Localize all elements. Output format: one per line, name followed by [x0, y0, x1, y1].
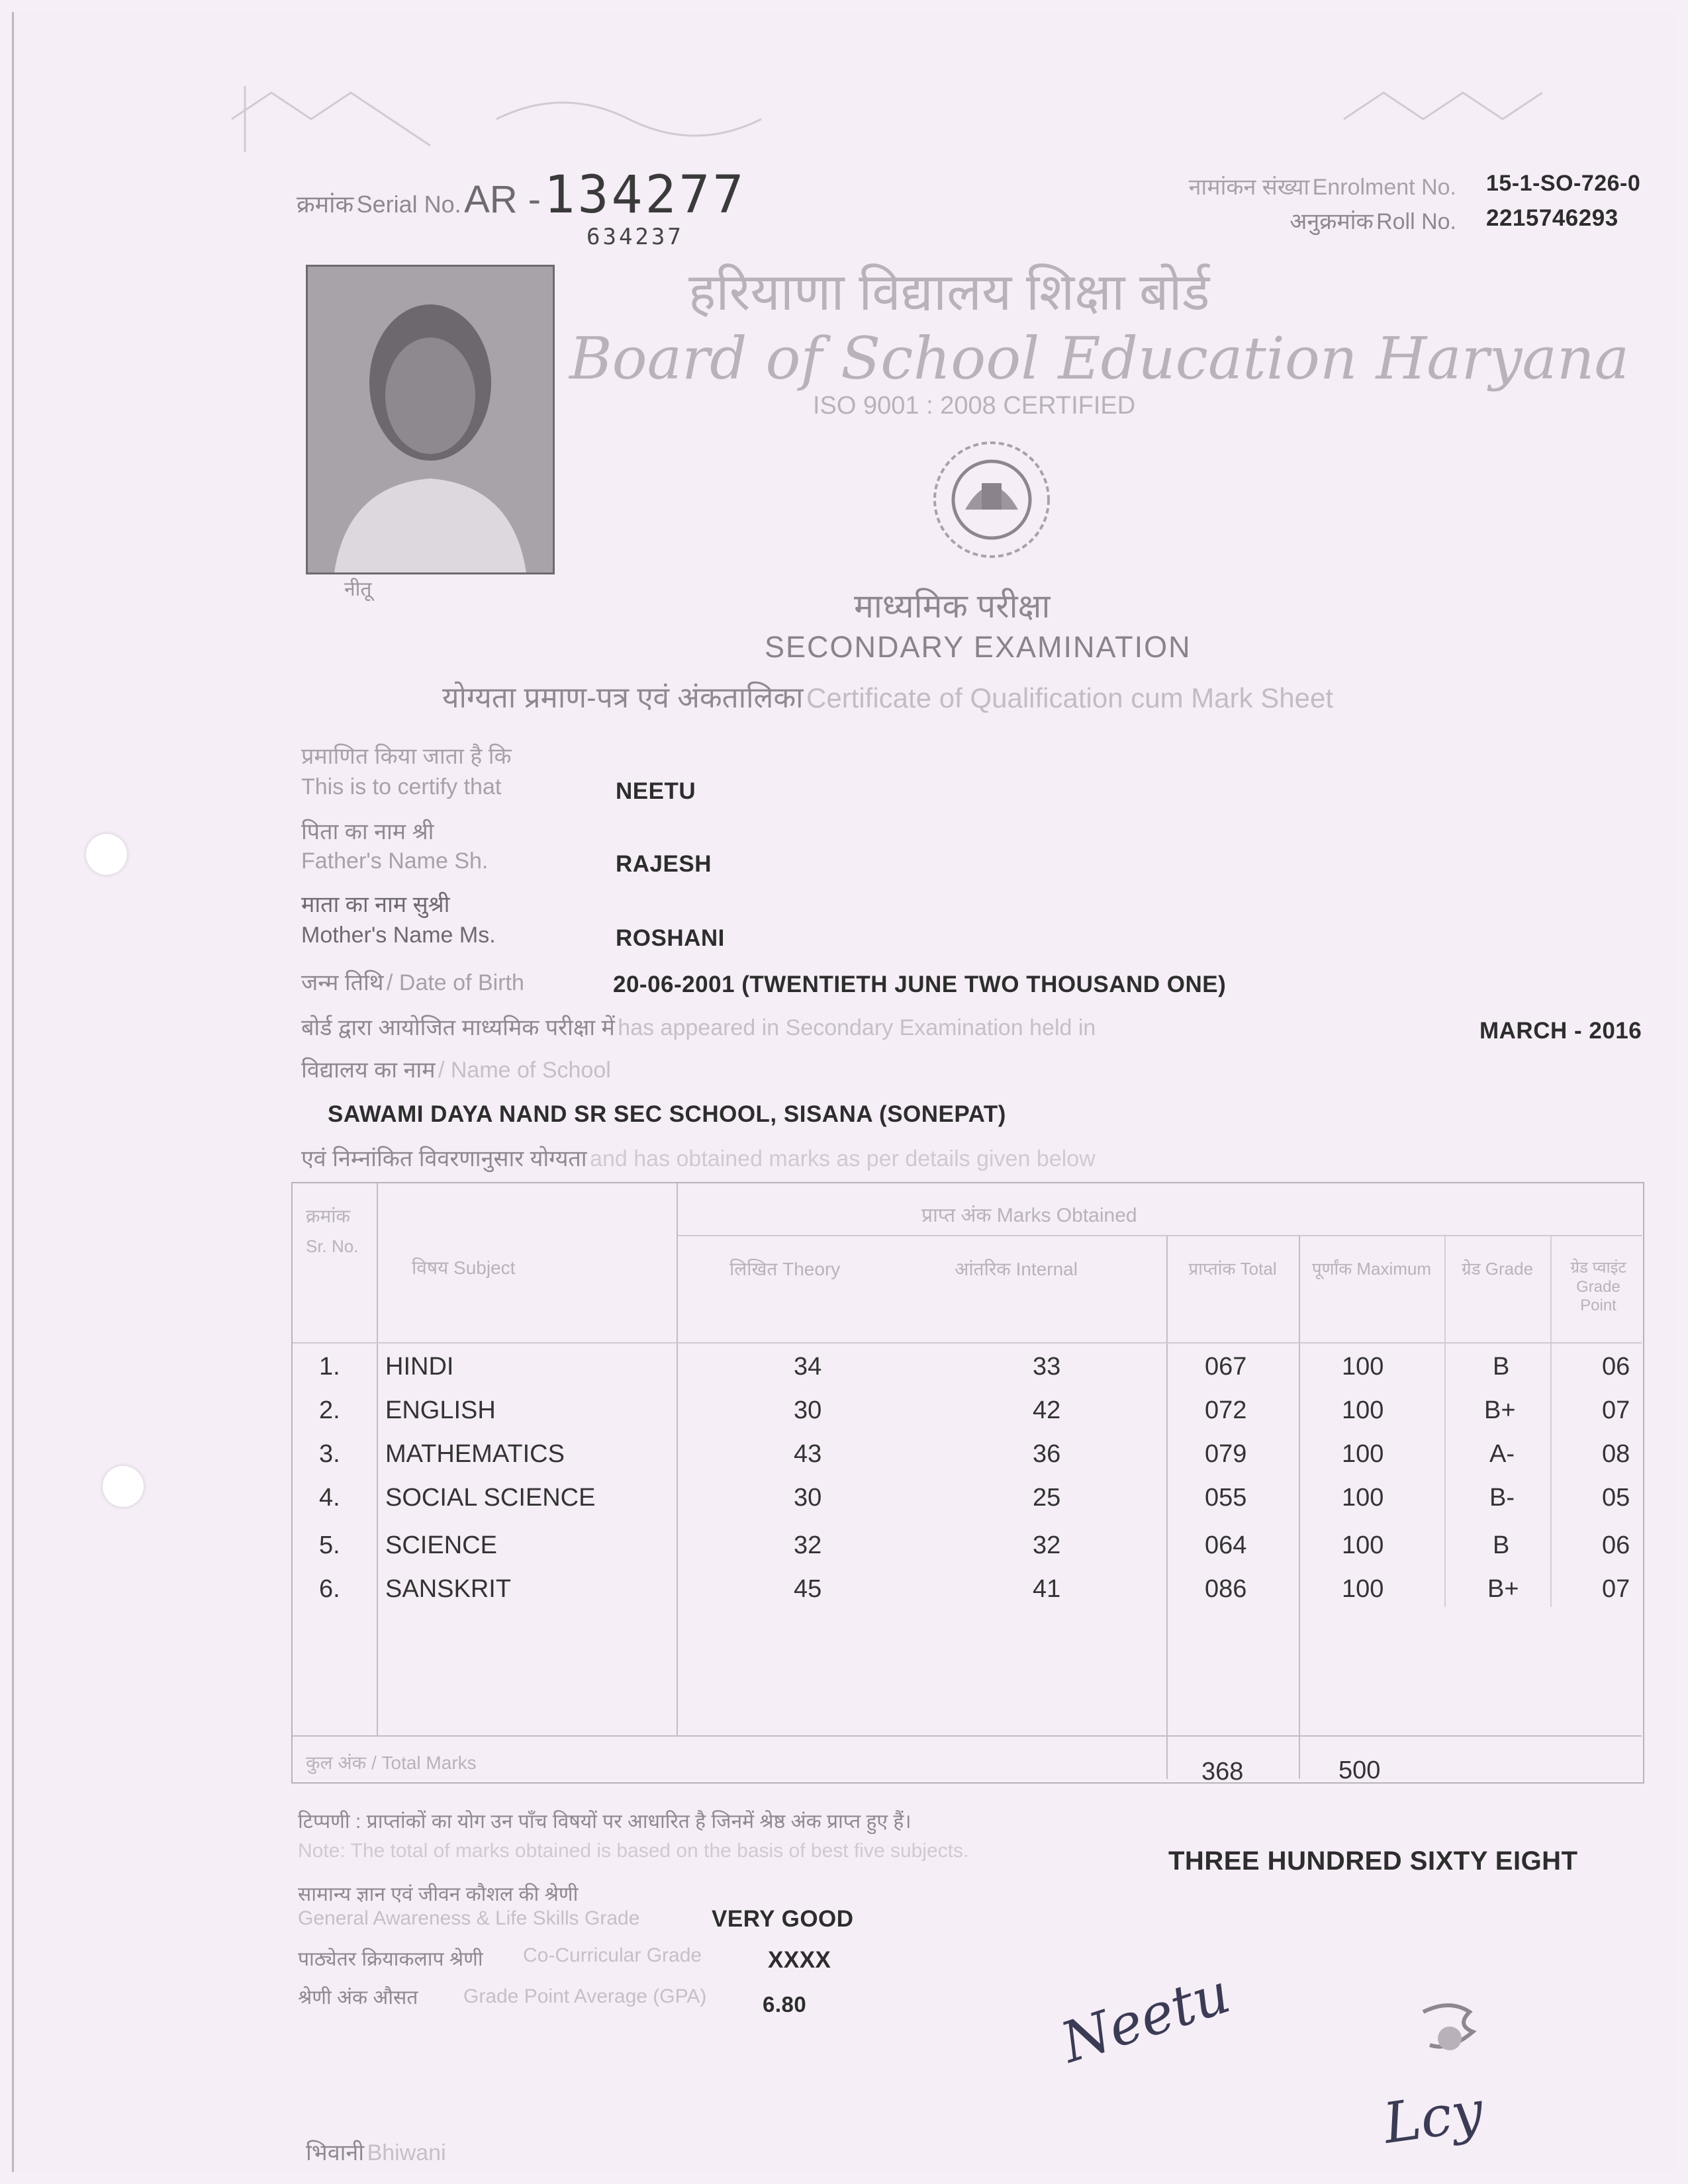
row-grade-point: 07 [1602, 1396, 1630, 1424]
student-photo-image [308, 267, 553, 572]
table-row [293, 1484, 1643, 1527]
roll-label-hi: अनुक्रमांक [1289, 209, 1374, 234]
marks-table [291, 1182, 1644, 1784]
row-sr: 6. [319, 1575, 340, 1603]
header-marks-obtained: प्राप्त अंक Marks Obtained [921, 1205, 1137, 1226]
exam-held-label [301, 1011, 1473, 1042]
photo-caption: नीतू [344, 578, 372, 600]
table-row [293, 1440, 1643, 1484]
awareness-value: VERY GOOD [712, 1906, 854, 1932]
enrolment-label-en: Enrolment No. [1312, 175, 1456, 200]
row-max: 100 [1342, 1575, 1384, 1603]
mother-label-en: Mother's Name Ms. [301, 923, 496, 948]
marks-intro-en: and has obtained marks as per details given below [590, 1146, 1096, 1171]
dob-label-hi: जन्म तिथि [301, 970, 384, 995]
table-row [293, 1575, 1643, 1619]
row-total: 079 [1205, 1440, 1247, 1468]
table-row [293, 1531, 1643, 1575]
certify-label-en: This is to certify that [301, 774, 502, 799]
row-grade: B [1493, 1353, 1510, 1381]
exam-subtitle-en: Certificate of Qualification cum Mark Sheet [806, 682, 1333, 713]
serial-block [297, 165, 746, 225]
row-internal: 33 [1033, 1353, 1061, 1381]
row-max: 100 [1342, 1440, 1384, 1468]
board-name-hi: हरियाणा विद्यालय शिक्षा बोर्ड [688, 263, 1210, 321]
exam-subtitle [442, 676, 1333, 716]
exam-held-value: MARCH - 2016 [1479, 1018, 1642, 1044]
enrolment-label [1119, 171, 1456, 201]
total-in-words: THREE HUNDRED SIXTY EIGHT [1168, 1846, 1578, 1876]
place [306, 2136, 446, 2167]
row-sr: 4. [319, 1484, 340, 1512]
row-subject: SANSKRIT [385, 1575, 512, 1603]
row-theory: 32 [794, 1531, 822, 1559]
row-theory: 30 [794, 1396, 822, 1424]
awareness-label-en: General Awareness & Life Skills Grade [298, 1907, 640, 1929]
serial-number: 134277 [543, 165, 747, 225]
row-total: 086 [1205, 1575, 1247, 1603]
row-internal: 32 [1033, 1531, 1061, 1559]
header-grade: ग्रेड Grade [1461, 1259, 1534, 1279]
row-total: 067 [1205, 1353, 1247, 1381]
header-sr-en: Sr. No. [306, 1236, 359, 1256]
row-total: 055 [1205, 1484, 1247, 1512]
roll-label [1119, 205, 1456, 236]
row-max: 100 [1342, 1396, 1384, 1424]
row-theory: 45 [794, 1575, 822, 1603]
awareness-label-hi: सामान्य ज्ञान एवं जीवन कौशल की श्रेणी [298, 1884, 579, 1905]
row-sr: 5. [319, 1531, 340, 1559]
place-en: Bhiwani [367, 2140, 446, 2165]
row-grade: B+ [1484, 1396, 1516, 1424]
note-en: Note: The total of marks obtained is based on the basis of best five subjects. [298, 1840, 969, 1862]
student-name: NEETU [616, 778, 696, 804]
row-grade-point: 06 [1602, 1353, 1630, 1381]
header-internal: आंतरिक Internal [955, 1259, 1078, 1279]
row-sr: 1. [319, 1353, 340, 1381]
mother-label-hi: माता का नाम सुश्री [301, 892, 450, 917]
total-marks-label: कुल अंक / Total Marks [306, 1752, 477, 1773]
serial-sub-number: 634237 [586, 224, 684, 250]
serial-prefix: AR - [464, 178, 541, 221]
iso-certified: ISO 9001 : 2008 CERTIFIED [813, 392, 1136, 420]
exam-subtitle-hi: योग्यता प्रमाण-पत्र एवं अंकतालिका [442, 682, 804, 714]
father-label-hi: पिता का नाम श्री [301, 819, 434, 844]
row-grade-point: 08 [1602, 1440, 1630, 1468]
gpa-value: 6.80 [763, 1992, 807, 2017]
row-internal: 41 [1033, 1575, 1061, 1603]
row-grade-point: 05 [1602, 1484, 1630, 1512]
enrolment-label-hi: नामांकन संख्या [1188, 175, 1310, 200]
dob-value: 20-06-2001 (TWENTIETH JUNE TWO THOUSAND ONE) [613, 972, 1227, 997]
school-label [301, 1054, 611, 1084]
row-grade: B+ [1487, 1575, 1519, 1603]
exam-title-hi: माध्यमिक परीक्षा [854, 588, 1051, 625]
row-max: 100 [1342, 1531, 1384, 1559]
row-subject: SOCIAL SCIENCE [385, 1484, 596, 1512]
row-subject: SCIENCE [385, 1531, 497, 1559]
row-grade-point: 07 [1602, 1575, 1630, 1603]
board-name-en: Board of School Education Haryana [569, 324, 1630, 392]
mother-name: ROSHANI [616, 925, 725, 951]
co-curricular-label-en: Co-Curricular Grade [523, 1944, 702, 1966]
row-grade: B- [1489, 1484, 1515, 1512]
dob-label-en: / Date of Birth [387, 970, 524, 995]
school-name: SAWAMI DAYA NAND SR SEC SCHOOL, SISANA (SONEPAT) [328, 1101, 1006, 1127]
school-label-en: / Name of School [438, 1058, 611, 1083]
roll-label-en: Roll No. [1376, 209, 1456, 234]
board-emblem-icon [919, 437, 1064, 563]
serial-label-en: Serial No. [356, 191, 461, 218]
official-signature: Lcy [1379, 2078, 1487, 2156]
note-hi: टिप्पणी : प्राप्तांकों का योग उन पाँच विषयों पर आधारित है जिनमें श्रेष्ठ अंक प्राप्त हुए हैं। [298, 1811, 912, 1833]
marks-intro [301, 1142, 1579, 1173]
header-max: पूर्णांक Maximum [1311, 1259, 1432, 1279]
row-sr: 2. [319, 1396, 340, 1424]
certify-label-hi: प्रमाणित किया जाता है कि [301, 744, 512, 769]
father-name: RAJESH [616, 851, 712, 877]
row-max: 100 [1342, 1353, 1384, 1381]
roll-value: 2215746293 [1486, 205, 1618, 231]
student-signature: Neetu [1053, 1960, 1238, 2075]
row-sr: 3. [319, 1440, 340, 1468]
row-internal: 25 [1033, 1484, 1061, 1512]
row-total: 064 [1205, 1531, 1247, 1559]
enrolment-value: 15-1-SO-726-0 [1486, 171, 1641, 196]
marks-intro-hi: एवं निम्नांकित विवरणानुसार योग्यता [301, 1146, 587, 1171]
school-label-hi: विद्यालय का नाम [301, 1058, 436, 1083]
table-row [293, 1353, 1643, 1396]
student-photo [306, 265, 555, 574]
exam-title-en: SECONDARY EXAMINATION [765, 630, 1192, 664]
serial-label-hi: क्रमांक [297, 191, 354, 218]
exam-held-label-hi: बोर्ड द्वारा आयोजित माध्यमिक परीक्षा में [301, 1015, 615, 1040]
exam-held-label-en: has appeared in Secondary Examination held in [618, 1015, 1096, 1040]
table-row [293, 1396, 1643, 1440]
row-total: 072 [1205, 1396, 1247, 1424]
header-theory: लिखित Theory [729, 1259, 841, 1279]
punch-hole-top [86, 834, 127, 875]
row-max: 100 [1342, 1484, 1384, 1512]
header-total: प्राप्तांक Total [1188, 1259, 1277, 1279]
total-marks-max: 500 [1338, 1756, 1381, 1784]
row-theory: 34 [794, 1353, 822, 1381]
row-grade: A- [1489, 1440, 1515, 1468]
row-grade: B [1493, 1531, 1510, 1559]
co-curricular-value: XXXX [768, 1947, 831, 1973]
row-theory: 30 [794, 1484, 822, 1512]
total-marks-obtained: 368 [1201, 1758, 1244, 1786]
header-subject: विषय Subject [412, 1257, 516, 1278]
dob-label [301, 966, 524, 997]
row-internal: 36 [1033, 1440, 1061, 1468]
row-grade-point: 06 [1602, 1531, 1630, 1559]
father-label-en: Father's Name Sh. [301, 848, 489, 874]
gpa-label-hi: श्रेणी अंक औसत [298, 1987, 418, 2009]
gpa-label-en: Grade Point Average (GPA) [463, 1985, 707, 2007]
row-subject: MATHEMATICS [385, 1440, 565, 1468]
punch-hole-bottom [103, 1466, 144, 1507]
stamp-mark-icon [1410, 1992, 1489, 2071]
co-curricular-label-hi: पाठ्येतर क्रियाकलाप श्रेणी [298, 1948, 483, 1970]
border-ornament [218, 73, 1675, 165]
row-internal: 42 [1033, 1396, 1061, 1424]
place-hi: भिवानी [306, 2140, 365, 2165]
row-subject: HINDI [385, 1353, 454, 1381]
header-sr-hi: क्रमांक [306, 1206, 351, 1226]
row-subject: ENGLISH [385, 1396, 496, 1424]
header-grade-point: ग्रेड प्वाइंट Grade Point [1570, 1259, 1626, 1314]
row-theory: 43 [794, 1440, 822, 1468]
